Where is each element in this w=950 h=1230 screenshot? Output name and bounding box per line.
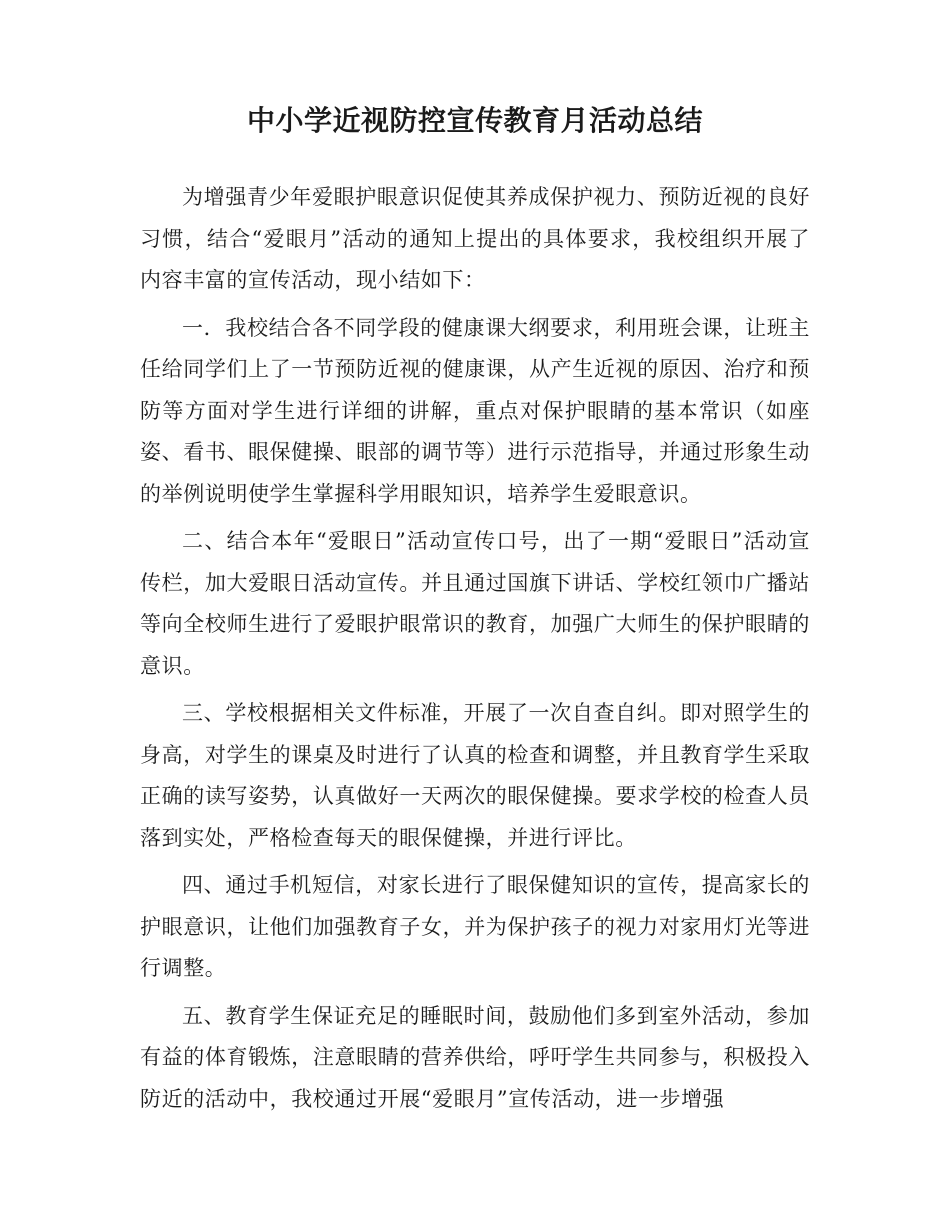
paragraph-item-4: 四、通过手机短信，对家长进行了眼保健知识的宣传，提高家长的护眼意识，让他们加强教育子女，并为保护孩子的视力对家用灯光等进行调整。 [140,873,810,980]
paragraph-item-2: 二、结合本年“爱眼日”活动宣传口号，出了一期“爱眼日”活动宣传栏，加大爱眼日活动宣传。并且通过国旗下讲话、学校红领巾广播站等向全校师生进行了爱眼护眼常识的教育，加强广大师生的保护眼睛的意识。 [140,529,810,678]
paragraph-item-3: 三、学校根据相关文件标准，开展了一次自查自纠。即对照学生的身高，对学生的课桌及时进行了认真的检查和调整，并且教育学生采取正确的读写姿势，认真做好一天两次的眼保健操。要求学校的检查人员落到实处，严格检查每天的眼保健操，并进行评比。 [140,701,810,850]
paragraph-item-1: 一．我校结合各不同学段的健康课大纲要求，利用班会课，让班主任给同学们上了一节预防近视的健康课，从产生近视的原因、治疗和预防等方面对学生进行详细的讲解，重点对保护眼睛的基本常识（如座姿、看书、眼保健操、眼部的调节等）进行示范指导，并通过形象生动的举例说明使学生掌握科学用眼知识，培养学生爱眼意识。 [140,315,810,506]
paragraph-intro: 为增强青少年爱眼护眼意识促使其养成保护视力、预防近视的良好习惯，结合“爱眼月”活动的通知上提出的具体要求，我校组织开展了内容丰富的宣传活动，现小结如下： [140,185,810,292]
paragraph-item-5: 五、教育学生保证充足的睡眠时间，鼓励他们多到室外活动，参加有益的体育锻炼，注意眼睛的营养供给，呼吁学生共同参与，积极投入防近的活动中，我校通过开展“爱眼月”宣传活动，进一步增强 [140,1003,810,1111]
document-body [140,177,810,1126]
document-title: 中小学近视防控宣传教育月活动总结 [246,104,703,137]
